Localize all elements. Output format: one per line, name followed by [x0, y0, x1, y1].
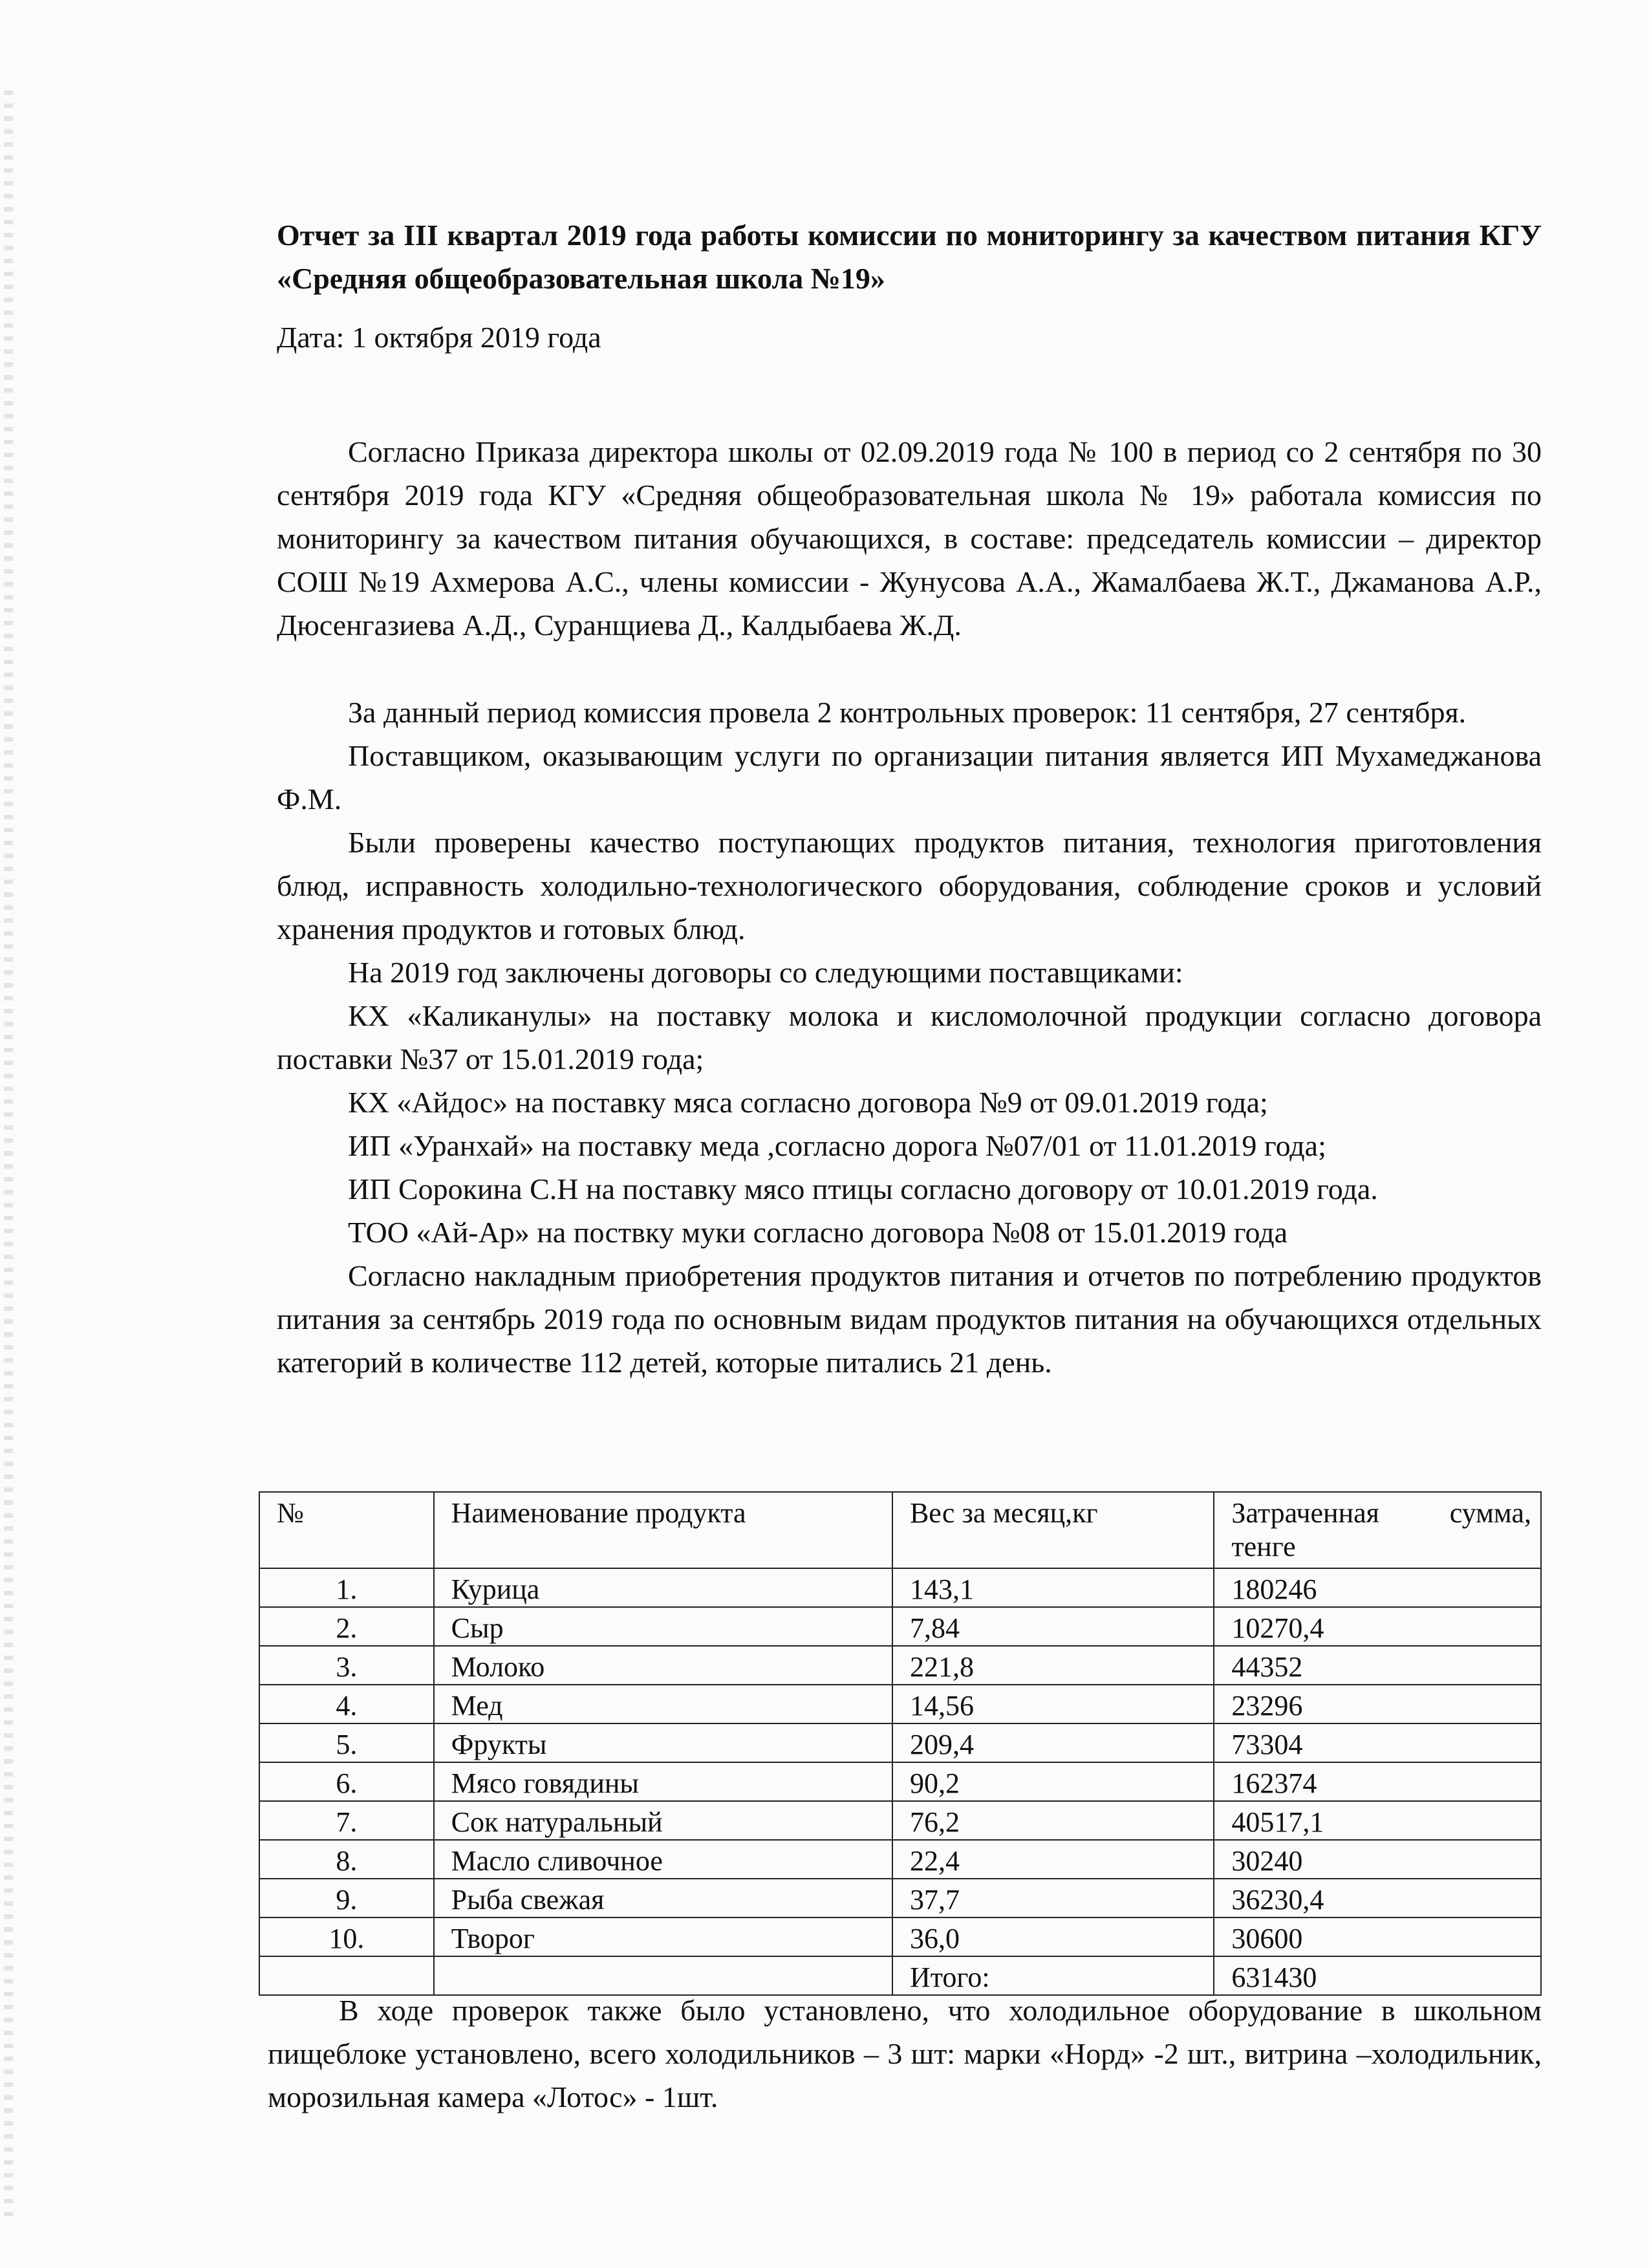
product-name: Мясо говядины: [434, 1762, 892, 1801]
table-row: [259, 1840, 1541, 1879]
product-weight: 7,84: [892, 1607, 1214, 1646]
product-weight: 37,7: [892, 1879, 1214, 1917]
table-row: [259, 1879, 1541, 1917]
product-name: Творог: [434, 1917, 892, 1956]
report-date: Дата: 1 октября 2019 года: [277, 321, 601, 354]
product-sum: 30600: [1214, 1917, 1541, 1956]
contract-item: ИП Сорокина С.Н на поставку мясо птицы согласно договору от 10.01.2019 года.: [348, 1172, 1378, 1205]
product-sum: 10270,4: [1214, 1607, 1541, 1646]
product-name: Сок натуральный: [434, 1801, 892, 1840]
punch-hole-margin: [4, 91, 13, 2225]
row-number: 4.: [259, 1685, 434, 1723]
product-name: Фрукты: [434, 1723, 892, 1762]
report-body: [277, 213, 1542, 1384]
row-number: 9.: [259, 1879, 434, 1917]
table-row: [259, 1568, 1541, 1607]
product-name: Масло сливочное: [434, 1840, 892, 1879]
product-sum: 40517,1: [1214, 1801, 1541, 1840]
product-sum: 180246: [1214, 1568, 1541, 1607]
col-header-sum: Затраченная сумма, тенге: [1214, 1492, 1541, 1568]
products-table: [259, 1491, 1542, 1996]
paragraph-order: Согласно Приказа директора школы от 02.09.2019 года № 100 в период со 2 сентября по 30 сентября 2019 года КГУ «Средняя общеобразовательная школа № 19» работала комиссия по мониторингу за качеством питания обучающихся, в составе: председатель комиссии – директор СОШ №19 Ахмерова А.С., члены комиссии - Жунусова А.А., Жамалбаева Ж.Т., Джаманова А.Р., Дюсенгазиева А.Д., Суранщиева Д., Калдыбаева Ж.Д.: [277, 435, 1542, 642]
product-weight: 14,56: [892, 1685, 1214, 1723]
product-sum: 36230,4: [1214, 1879, 1541, 1917]
product-sum: 73304: [1214, 1723, 1541, 1762]
total-label: Итого:: [892, 1956, 1214, 1995]
table-row: [259, 1723, 1541, 1762]
product-weight: 143,1: [892, 1568, 1214, 1607]
paragraph-checks: Были проверены качество поступающих продуктов питания, технология приготовления блюд, исправность холодильно-технологического оборудования, соблюдение сроков и условий хранения продуктов и готовых блюд.: [277, 826, 1542, 945]
product-name: Мед: [434, 1685, 892, 1723]
product-name: Сыр: [434, 1607, 892, 1646]
product-name: Курица: [434, 1568, 892, 1607]
paragraph-equipment: В ходе проверок также было установлено, что холодильное оборудование в школьном пищеблоке установлено, всего холодильников – 3 шт: марки «Норд» -2 шт., витрина –холодильник, морозильная камера «Лотос» - 1шт.: [268, 1994, 1542, 2113]
table-row: [259, 1762, 1541, 1801]
product-weight: 76,2: [892, 1801, 1214, 1840]
col-header-product: Наименование продукта: [434, 1492, 892, 1568]
row-number: 10.: [259, 1917, 434, 1956]
paragraph-supplier: Поставщиком, оказывающим услуги по организации питания является ИП Мухамеджанова Ф.М.: [277, 739, 1542, 815]
product-sum: 23296: [1214, 1685, 1541, 1723]
table-row: [259, 1646, 1541, 1685]
row-number: 3.: [259, 1646, 434, 1685]
contract-item: ИП «Уранхай» на поставку меда ,согласно дорога №07/01 от 11.01.2019 года;: [348, 1129, 1326, 1162]
product-weight: 90,2: [892, 1762, 1214, 1801]
table-header-row: [259, 1492, 1541, 1568]
table-row: [259, 1917, 1541, 1956]
product-weight: 209,4: [892, 1723, 1214, 1762]
col-header-number: №: [259, 1492, 434, 1568]
product-name: Рыба свежая: [434, 1879, 892, 1917]
total-value: 631430: [1214, 1956, 1541, 1995]
table-row: [259, 1801, 1541, 1840]
paragraph-invoices: Согласно накладным приобретения продуктов питания и отчетов по потреблению продуктов питания за сентябрь 2019 года по основным видам продуктов питания на обучающихся отдельных категорий в количестве 112 детей, которые питались 21 день.: [277, 1259, 1542, 1379]
row-number: 1.: [259, 1568, 434, 1607]
row-number: 7.: [259, 1801, 434, 1840]
contract-item: КХ «Айдос» на поставку мяса согласно договора №9 от 09.01.2019 года;: [348, 1086, 1268, 1119]
paragraph-contracts-intro: На 2019 год заключены договоры со следующими поставщиками:: [348, 956, 1183, 989]
contract-item: КХ «Каликанулы» на поставку молока и кисломолочной продукции согласно договора поставки №37 от 15.01.2019 года;: [277, 999, 1542, 1075]
product-weight: 22,4: [892, 1840, 1214, 1879]
paragraph-inspections: За данный период комиссия провела 2 контрольных проверок: 11 сентября, 27 сентября.: [348, 696, 1467, 729]
product-name: Молоко: [434, 1646, 892, 1685]
report-title: Отчет за III квартал 2019 года работы комиссии по мониторингу за качеством питания КГУ «Средняя общеобразовательная школа №19»: [277, 219, 1542, 295]
product-weight: 36,0: [892, 1917, 1214, 1956]
row-number: 5.: [259, 1723, 434, 1762]
row-number: 8.: [259, 1840, 434, 1879]
row-number: 2.: [259, 1607, 434, 1646]
row-number: 6.: [259, 1762, 434, 1801]
product-sum: 44352: [1214, 1646, 1541, 1685]
table-row: [259, 1607, 1541, 1646]
table-row: [259, 1685, 1541, 1723]
col-header-weight: Вес за месяц,кг: [892, 1492, 1214, 1568]
product-sum: 162374: [1214, 1762, 1541, 1801]
contract-item: ТОО «Ай-Ар» на поствку муки согласно договора №08 от 15.01.2019 года: [348, 1216, 1288, 1249]
product-sum: 30240: [1214, 1840, 1541, 1879]
product-weight: 221,8: [892, 1646, 1214, 1685]
